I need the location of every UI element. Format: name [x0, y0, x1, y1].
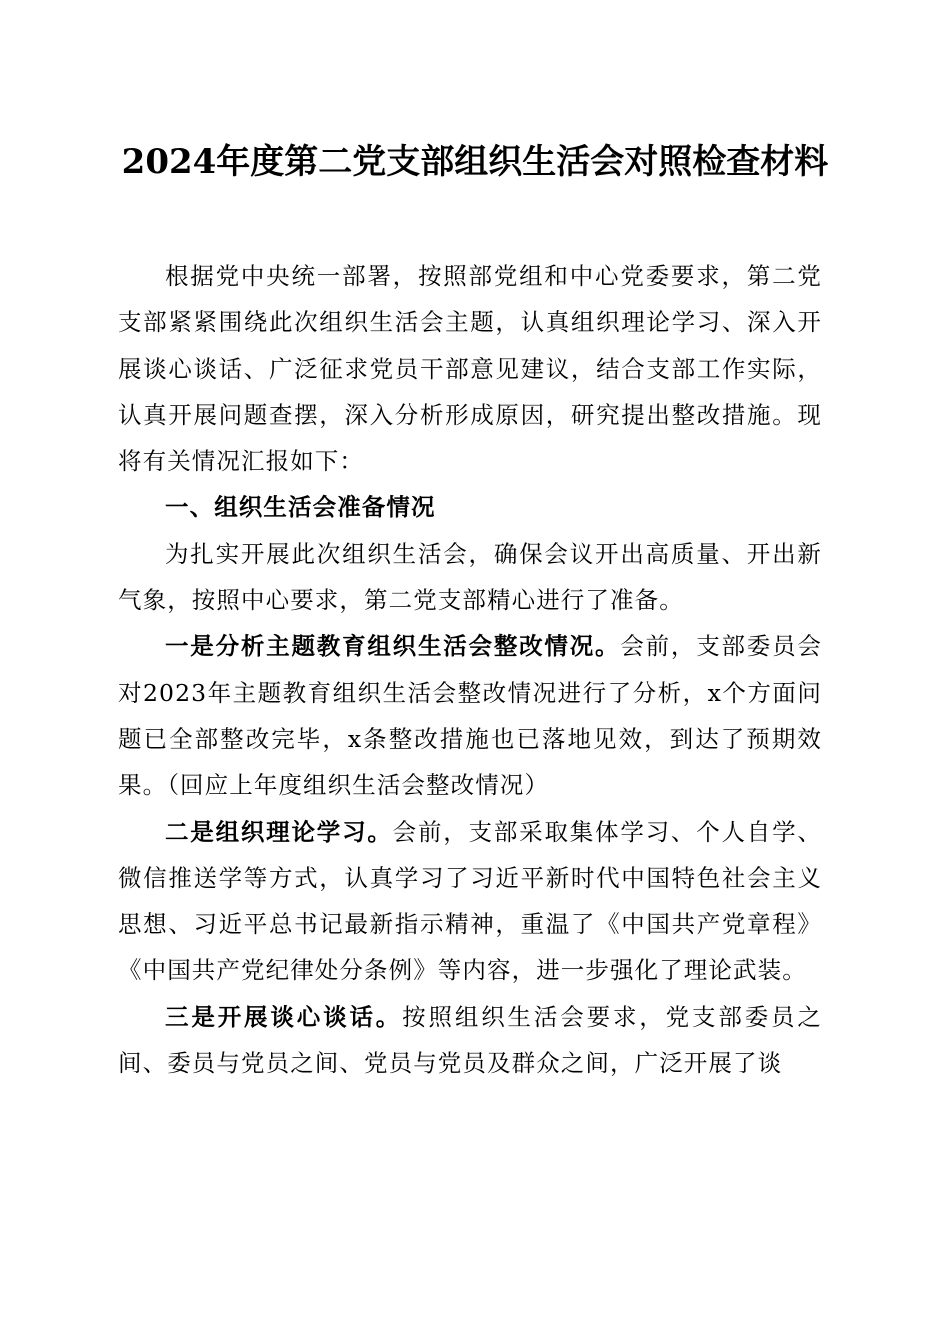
intro-paragraph: 根据党中央统一部署，按照部党组和中心党委要求，第二党支部紧紧围绕此次组织生活会主题，认真组织理论学习、深入开展谈心谈话、广泛征求党员干部意见建议，结合支部工作实际，认真开展问题查摆，深入分析形成原因，研究提出整改措施。现将有关情况汇报如下： — [118, 262, 822, 476]
document-body — [118, 253, 822, 1086]
item-text: 按照组织生活会要求，党支部委员之间、委员与党员之间、党员与党员及群众之间，广泛开展了谈 — [118, 1002, 822, 1078]
item-paragraph-2 — [118, 809, 822, 994]
document-title: 2024年度第二党支部组织生活会对照检查材料 — [121, 142, 829, 182]
item-text: 会前，支部采取集体学习、个人自学、微信推送学等方式，认真学习了习近平新时代中国特色社会主义思想、习近平总书记最新指示精神，重温了《中国共产党章程》《中国共产党纪律处分条例》等内容，进一步强化了理论武装。 — [118, 817, 823, 985]
section-paragraph: 为扎实开展此次组织生活会，确保会议开出高质量、开出新气象，按照中心要求，第二党支部精心进行了准备。 — [118, 539, 822, 615]
item-lead: 一是分析主题教育组织生活会整改情况。 — [165, 632, 621, 661]
item-lead: 二是组织理论学习。 — [165, 817, 393, 846]
section-heading: 一、组织生活会准备情况 — [165, 493, 436, 522]
item-paragraph-1 — [118, 623, 822, 808]
item-paragraph-3 — [118, 994, 822, 1087]
item-lead: 三是开展谈心谈话。 — [165, 1002, 403, 1031]
item-text: 会前，支部委员会对2023年主题教育组织生活会整改情况进行了分析，x个方面问题已全部整改完毕，x条整改措施也已落地见效，到达了预期效果。（回应上年度组织生活会整改情况） — [118, 632, 822, 800]
